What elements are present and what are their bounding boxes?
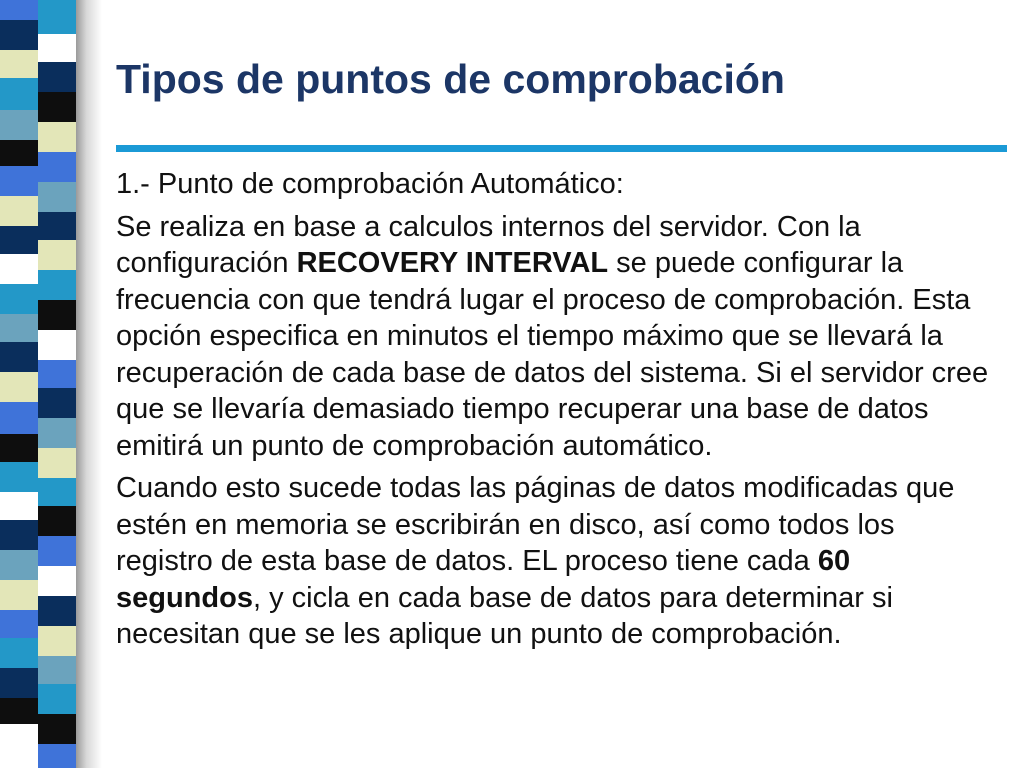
strip-tile (38, 536, 76, 566)
recovery-interval-term: RECOVERY INTERVAL (296, 247, 609, 279)
paragraph-text: , y cicla en cada base de datos para determinar si necesitan que se les aplique un punto de comprobación. (116, 581, 893, 650)
strip-column-left (0, 0, 38, 768)
strip-tile (0, 520, 38, 550)
strip-tile (38, 152, 76, 182)
paragraph-text: se puede configurar la frecuencia con que tendrá lugar el proceso de comprobación. Esta opción especifica en minutos el tiempo máximo que se llevará la recuperación de cada base de datos del sistema. Si el servidor cree que se llevaría demasiado tiempo recuperar una base de datos emitirá un punto de comprobación automático. (116, 247, 989, 462)
strip-tile (38, 0, 76, 34)
strip-tile (38, 714, 76, 744)
strip-tile (0, 434, 38, 462)
strip-tile (0, 372, 38, 402)
strip-tile (0, 0, 38, 20)
strip-tile (0, 610, 38, 638)
strip-tile (0, 140, 38, 166)
strip-tile (38, 418, 76, 448)
strip-tile (38, 596, 76, 626)
strip-tile (38, 270, 76, 300)
strip-tile (38, 566, 76, 596)
strip-tile (0, 110, 38, 140)
strip-tile (0, 402, 38, 434)
strip-tile (0, 226, 38, 254)
strip-tile (38, 62, 76, 92)
strip-tile (0, 196, 38, 226)
strip-tile (0, 50, 38, 78)
paragraph-text: Cuando esto sucede todas las páginas de datos modificadas que estén en memoria se escribirán en disco, así como todos los registro de esta base de datos. EL proceso tiene cada (116, 472, 955, 577)
strip-tile (0, 342, 38, 372)
slide-body (116, 166, 996, 653)
strip-column-right (38, 0, 76, 768)
title-divider (116, 145, 1007, 152)
strip-tile (38, 330, 76, 360)
strip-tile (38, 448, 76, 478)
strip-tile (38, 388, 76, 418)
strip-tile (38, 684, 76, 714)
strip-tile (38, 34, 76, 62)
strip-tile (38, 744, 76, 768)
strip-tile (0, 580, 38, 610)
strip-tile (0, 462, 38, 492)
strip-tile (38, 122, 76, 152)
paragraph-checkpoint-process (116, 470, 996, 653)
intro-line: 1.- Punto de comprobación Automático: (116, 168, 624, 200)
strip-tile (38, 182, 76, 212)
strip-tile (38, 240, 76, 270)
strip-tile (0, 550, 38, 580)
strip-tile (0, 20, 38, 50)
strip-tile (0, 724, 38, 756)
strip-tile (0, 254, 38, 284)
strip-tile (38, 92, 76, 122)
strip-tile (38, 360, 76, 388)
strip-tile (0, 284, 38, 314)
strip-tile (38, 212, 76, 240)
strip-tile (38, 478, 76, 506)
paragraph-text: Se realiza en base a calculos internos del servidor. Con la configuración (116, 210, 861, 279)
strip-tile (0, 166, 38, 196)
strip-tile (0, 314, 38, 342)
strip-tile (0, 492, 38, 520)
interval-seconds-term: 60 segundos (116, 545, 851, 614)
strip-tile (38, 506, 76, 536)
paragraph-recovery-interval (116, 209, 996, 465)
strip-tile (0, 668, 38, 698)
strip-tile (38, 626, 76, 656)
decorative-side-strip (0, 0, 102, 768)
strip-tile (0, 638, 38, 668)
strip-tile (0, 78, 38, 110)
strip-shadow (76, 0, 102, 768)
strip-tile (38, 656, 76, 684)
strip-tile (38, 300, 76, 330)
slide-title: Tipos de puntos de comprobación (116, 56, 785, 102)
strip-tile (0, 698, 38, 724)
